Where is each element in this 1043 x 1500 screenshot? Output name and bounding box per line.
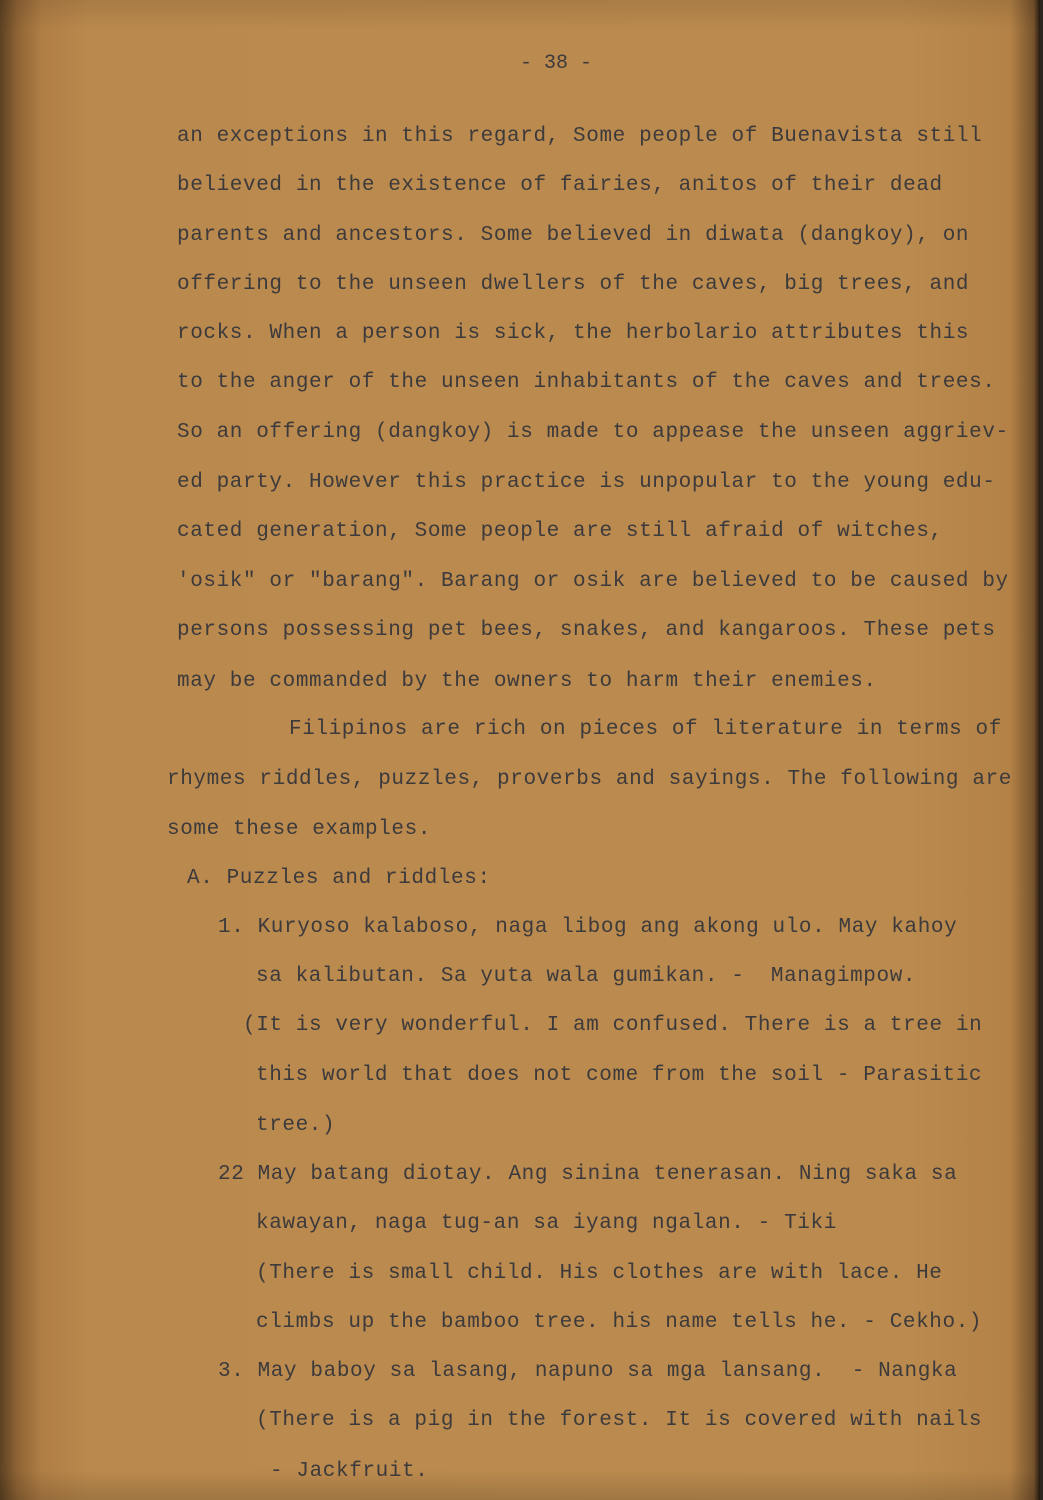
paragraph-line: persons possessing pet bees, snakes, and kangaroos. These pets	[177, 619, 996, 642]
paragraph-line: believed in the existence of fairies, anitos of their dead	[177, 174, 943, 197]
riddle-translation-line: (There is a pig in the forest. It is covered with nails	[256, 1409, 983, 1432]
riddle-line: 3. May baboy sa lasang, napuno sa mga lansang. - Nangka	[218, 1360, 958, 1383]
riddle-line: sa kalibutan. Sa yuta wala gumikan. - Managimpow.	[256, 965, 917, 988]
riddle-translation-line: (There is small child. His clothes are with lace. He	[256, 1262, 943, 1285]
paragraph-line: cated generation, Some people are still afraid of witches,	[177, 520, 943, 543]
section-heading: A. Puzzles and riddles:	[187, 867, 491, 890]
riddle-line: kawayan, naga tug-an sa iyang ngalan. - Tiki	[256, 1212, 837, 1235]
paragraph-line: 'osik" or "barang". Barang or osik are believed to be caused by	[177, 570, 1009, 593]
paragraph-line: may be commanded by the owners to harm their enemies.	[177, 670, 877, 693]
paragraph-line: some these examples.	[167, 818, 432, 841]
paragraph-line: rocks. When a person is sick, the herbolario attributes this	[177, 322, 970, 345]
riddle-translation-line: (It is very wonderful. I am confused. There is a tree in	[243, 1014, 983, 1037]
riddle-translation-line: tree.)	[256, 1114, 336, 1137]
paragraph-line: So an offering (dangkoy) is made to appease the unseen aggriev-	[177, 421, 1009, 444]
paragraph-line: ed party. However this practice is unpopular to the young edu-	[177, 471, 996, 494]
riddle-translation-line: - Jackfruit.	[270, 1460, 429, 1483]
paragraph-line: to the anger of the unseen inhabitants of the caves and trees.	[177, 371, 996, 394]
riddle-line: 1. Kuryoso kalaboso, naga libog ang akong ulo. May kahoy	[218, 916, 958, 939]
paragraph-line: parents and ancestors. Some believed in diwata (dangkoy), on	[177, 224, 970, 247]
paragraph-line: offering to the unseen dwellers of the caves, big trees, and	[177, 273, 970, 296]
riddle-translation-line: this world that does not come from the soil - Parasitic	[256, 1064, 983, 1087]
paragraph-line: rhymes riddles, puzzles, proverbs and sayings. The following are	[167, 768, 1012, 791]
riddle-line: 22 May batang diotay. Ang sinina tenerasan. Ning saka sa	[218, 1163, 958, 1186]
paragraph-line: an exceptions in this regard, Some people of Buenavista still	[177, 125, 983, 148]
riddle-translation-line: climbs up the bamboo tree. his name tells he. - Cekho.)	[256, 1311, 983, 1334]
page-number: - 38 -	[520, 52, 593, 75]
paragraph-line: Filipinos are rich on pieces of literature in terms of	[289, 718, 1002, 741]
